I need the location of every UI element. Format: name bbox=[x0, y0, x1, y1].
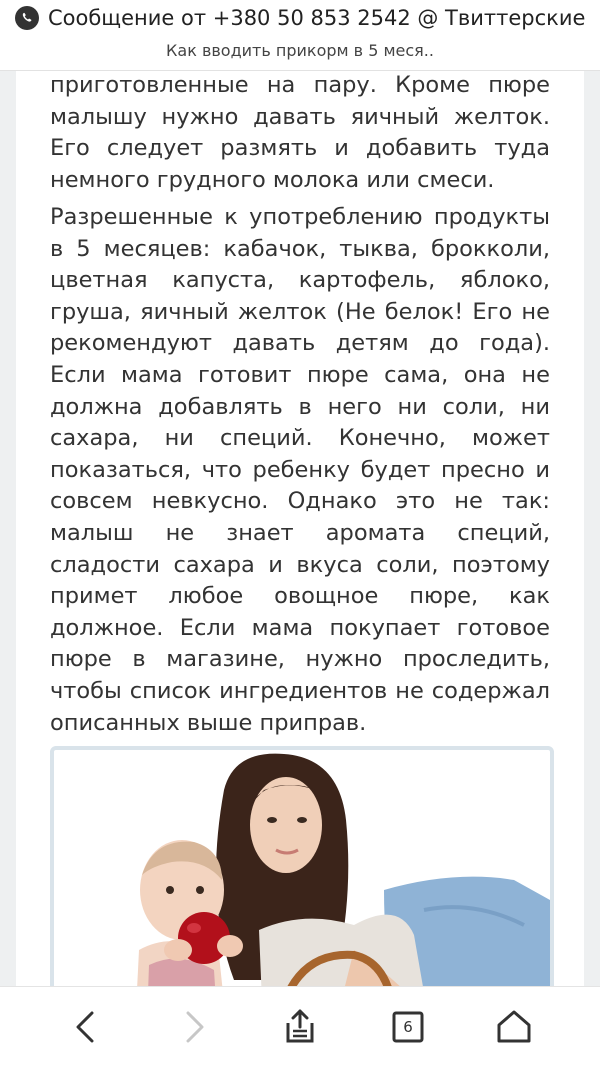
page-title-bar bbox=[0, 36, 600, 71]
web-content[interactable] bbox=[0, 70, 600, 986]
back-arrow-icon[interactable] bbox=[66, 1007, 106, 1047]
home-icon[interactable] bbox=[494, 1007, 534, 1047]
browser-toolbar bbox=[0, 986, 600, 1066]
tabs-count: 6 bbox=[403, 1018, 413, 1036]
share-icon[interactable] bbox=[280, 1007, 320, 1047]
article-card bbox=[16, 70, 584, 986]
notification-bar[interactable] bbox=[0, 0, 600, 36]
tabs-button[interactable] bbox=[388, 1007, 428, 1047]
article-image bbox=[50, 746, 554, 986]
page-title: Как вводить прикорм в 5 меся.. bbox=[166, 41, 434, 60]
mother-and-baby-photo bbox=[54, 750, 550, 986]
forward-arrow-icon[interactable] bbox=[174, 1007, 214, 1047]
article-paragraph: приготовленные на пару. Кроме пюре малышу нужно давать яичный желток. Его следует размять и добавить туда немного грудного молока или смеси. bbox=[50, 72, 550, 193]
article-paragraph: Разрешенные к употреблению продукты в 5 месяцев: кабачок, тыква, брокколи, цветная капуста, картофель, яблоко, груша, яичный желток (Не белок! Его не рекомендуют давать детям до года). Если мама готовит пюре сама, она не должна добавлять в него ни соли, ни сахара, ни специй. Конечно, может показаться, что ребенку будет пресно и совсем невкусно. Однако это не так: малыш не знает аромата специй, сладости сахара и вкуса соли, поэтому примет любое овощное пюре, как должное. Если мама покупает готовое пюре в магазине, нужно проследить, чтобы список ингредиентов не содержал описанных выше приправ. bbox=[50, 204, 550, 736]
notification-text: Сообщение от +380 50 853 2542 @ Твиттерские bbox=[48, 6, 586, 30]
whatsapp-icon bbox=[14, 5, 40, 31]
